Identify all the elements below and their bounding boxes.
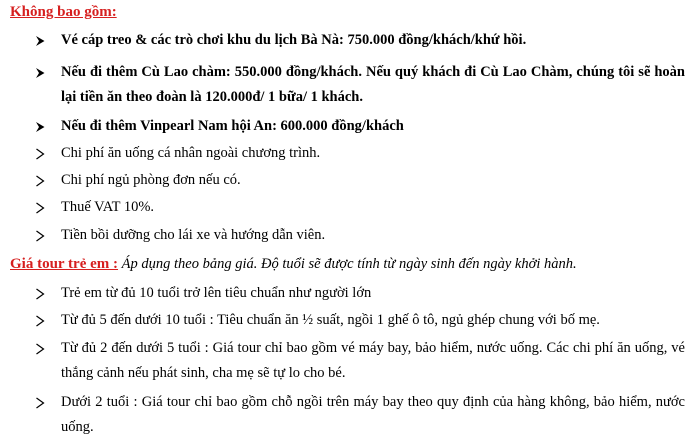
- list-item-text: Tiền bồi dưỡng cho lái xe và hướng dẫn viên.: [61, 227, 326, 243]
- children-heading-note: Áp dụng theo bảng giá. Độ tuổi sẽ được tính từ ngày sinh đến ngày khởi hành.: [118, 256, 577, 272]
- list-item-text: Nếu đi thêm Cù Lao chàm: 550.000 đồng/khách. Nếu quý khách đi Cù Lao Chàm, chúng tôi sẽ hoàn lại tiền ăn theo đoàn là 120.000đ/ 1 bữa/ 1 khách.: [61, 64, 685, 105]
- chevron-bullet-icon: [34, 340, 46, 357]
- chevron-bullet-icon: [34, 172, 46, 189]
- chevron-bullet-icon: [34, 285, 46, 302]
- list-item-text: Nếu đi thêm Vinpearl Nam hội An: 600.000 đồng/khách: [61, 118, 404, 134]
- arrow-bullet-icon: [34, 32, 46, 49]
- list-item-text: Từ đủ 2 đến dưới 5 tuổi : Giá tour chỉ bao gồm vé máy bay, bảo hiểm, nước uống. Các chi phí ăn uống, vé thắng cảnh nếu phát sinh, cha mẹ sẽ tự lo cho bé.: [61, 340, 685, 381]
- chevron-bullet-icon: [34, 199, 46, 216]
- children-heading-label: Giá tour trẻ em :: [10, 256, 119, 272]
- chevron-bullet-icon: [34, 394, 46, 411]
- list-item-text: Trẻ em từ đủ 10 tuổi trở lên tiêu chuẩn như người lớn: [61, 285, 372, 301]
- chevron-bullet-icon: [34, 227, 46, 244]
- arrow-bullet-icon: [34, 64, 46, 81]
- children-price-heading: [10, 256, 577, 273]
- list-item-text: Từ đủ 5 đến dưới 10 tuổi : Tiêu chuẩn ăn ½ suất, ngồi 1 ghế ô tô, ngủ ghép chung với bố mẹ.: [61, 312, 600, 328]
- list-item-text: Thuế VAT 10%.: [61, 199, 155, 215]
- chevron-bullet-icon: [34, 312, 46, 329]
- chevron-bullet-icon: [34, 145, 46, 162]
- list-item-text: Chi phí ngủ phòng đơn nếu có.: [61, 172, 241, 188]
- arrow-bullet-icon: [34, 118, 46, 135]
- list-item-text: Vé cáp treo & các trò chơi khu du lịch Bà Nà: 750.000 đồng/khách/khứ hồi.: [61, 32, 527, 48]
- list-item-text: Chi phí ăn uống cá nhân ngoài chương trình.: [61, 145, 321, 161]
- excluded-heading: Không bao gồm:: [10, 4, 117, 20]
- list-item-text: Dưới 2 tuổi : Giá tour chỉ bao gồm chỗ ngồi trên máy bay theo quy định của hàng không, bảo hiểm, nước uống.: [61, 394, 685, 435]
